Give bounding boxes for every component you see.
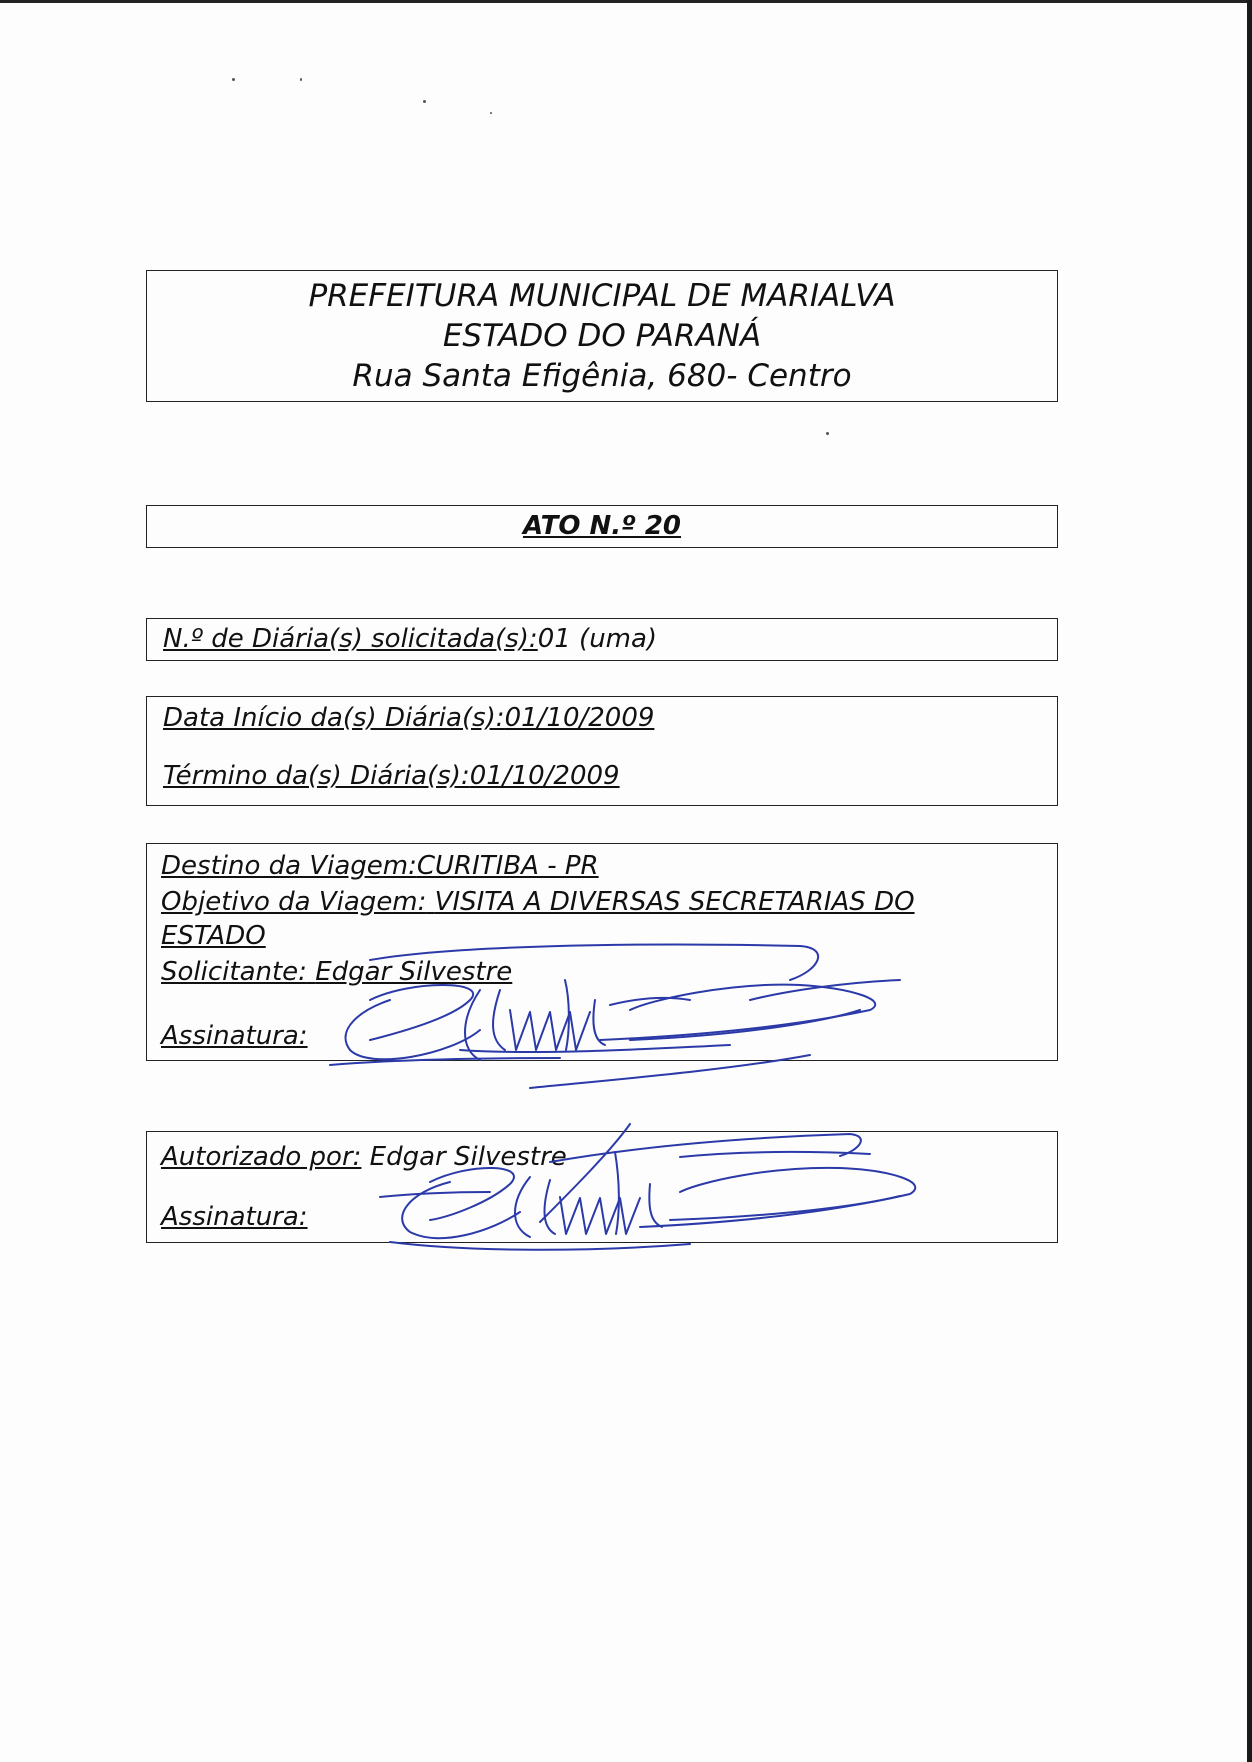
diarias-value: 01 (uma)	[537, 624, 658, 654]
speck	[423, 100, 426, 103]
speck	[490, 112, 492, 114]
diarias-label: N.º de Diária(s) solicitada(s):	[163, 624, 538, 654]
data-inicio-label: Data Início da(s) Diária(s):	[163, 703, 505, 733]
scan-edge-top	[0, 0, 1252, 3]
autorizado-value: Edgar Silvestre	[369, 1142, 567, 1172]
destino-label: Destino da Viagem:	[161, 851, 417, 881]
destino-row	[161, 850, 599, 882]
speck	[232, 78, 235, 81]
data-termino-row	[163, 761, 680, 791]
ato-title: ATO N.º 20	[522, 511, 682, 541]
header-address: Rua Santa Efigênia, 680- Centro	[352, 358, 852, 394]
speck	[826, 432, 829, 435]
objetivo-row	[161, 886, 915, 918]
data-inicio-row	[163, 703, 654, 733]
data-inicio-value: 01/10/2009	[504, 703, 655, 733]
destino-value: CURITIBA - PR	[416, 851, 599, 881]
solicitante-value: Edgar Silvestre	[315, 957, 513, 987]
data-termino-value: 01/10/2009	[469, 761, 620, 791]
objetivo-value-line2: ESTADO	[161, 921, 266, 951]
scan-edge-right	[1247, 0, 1252, 1762]
header-state: ESTADO DO PARANÁ	[442, 318, 762, 354]
objetivo-label: Objetivo da Viagem:	[161, 887, 427, 917]
signature-solicitante-icon	[330, 940, 890, 1100]
header-box	[146, 270, 1058, 402]
header-title: PREFEITURA MUNICIPAL DE MARIALVA	[308, 278, 896, 314]
autorizacao-assinatura-label: Assinatura:	[161, 1202, 308, 1232]
speck	[300, 78, 302, 81]
signature-autorizado-icon	[370, 1122, 930, 1262]
autorizado-label: Autorizado por:	[161, 1142, 362, 1172]
viagem-assinatura-label: Assinatura:	[161, 1021, 308, 1051]
ato-box	[146, 505, 1058, 548]
objetivo-value-line1: VISITA A DIVERSAS SECRETARIAS DO	[434, 887, 915, 917]
data-termino-label: Término da(s) Diária(s):	[163, 761, 470, 791]
datas-box	[146, 696, 1058, 806]
diarias-box	[146, 618, 1058, 661]
solicitante-label: Solicitante:	[161, 957, 307, 987]
